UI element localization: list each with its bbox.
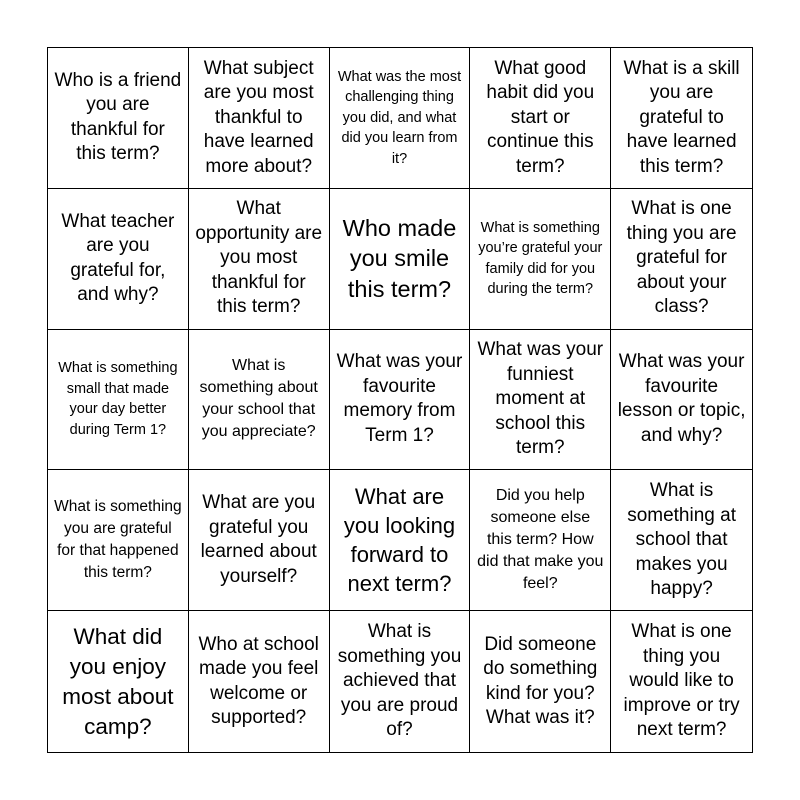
cell-text: What is something you are grateful for that happened this term?: [54, 498, 182, 582]
bingo-cell-1-4[interactable]: [470, 48, 611, 189]
bingo-cell-4-4[interactable]: [470, 470, 611, 611]
bingo-cell-5-3[interactable]: [330, 611, 471, 752]
cell-text: Did you help someone else this term? How did that make you feel?: [477, 487, 604, 593]
cell-text: What are you grateful you learned about yourself?: [200, 492, 317, 587]
bingo-cell-4-2[interactable]: [189, 470, 330, 611]
bingo-cell-3-2[interactable]: [189, 330, 330, 471]
cell-text: What teacher are you grateful for, and why?: [61, 210, 175, 306]
cell-text: What is one thing you would like to improve or try next term?: [623, 621, 740, 741]
bingo-cell-3-5[interactable]: [611, 330, 752, 471]
bingo-cell-4-1[interactable]: [48, 470, 189, 611]
bingo-cell-2-1[interactable]: [48, 189, 189, 330]
bingo-cell-1-1[interactable]: [48, 48, 189, 189]
cell-text: What is something about your school that you appreciate?: [199, 357, 318, 441]
cell-text: Did someone do something kind for you? What was it?: [483, 633, 598, 729]
bingo-cell-1-5[interactable]: [611, 48, 752, 189]
bingo-cell-3-4[interactable]: [470, 330, 611, 471]
cell-text: What was your favourite lesson or topic, and why?: [617, 351, 746, 446]
cell-text: What is something small that made your day better during Term 1?: [58, 360, 178, 438]
bingo-cell-3-3[interactable]: [330, 330, 471, 471]
cell-text: What is something at school that makes you happy?: [627, 480, 736, 600]
bingo-cell-5-5[interactable]: [611, 611, 752, 752]
cell-text: What good habit did you start or continue this term?: [486, 57, 595, 177]
cell-text: What subject are you most thankful to have learned more about?: [203, 57, 314, 177]
cell-text: What is something you achieved that you are proud of?: [337, 621, 462, 741]
bingo-cell-4-3[interactable]: [330, 470, 471, 611]
cell-text: What are you looking forward to next term?: [343, 484, 456, 597]
cell-text: What did you enjoy most about camp?: [62, 623, 174, 739]
cell-text: What was the most challenging thing you did, and what did you learn from it?: [337, 68, 462, 167]
bingo-cell-1-3[interactable]: [330, 48, 471, 189]
bingo-board: [47, 47, 753, 753]
cell-text: What was your funniest moment at school this term?: [477, 339, 604, 459]
cell-text: Who made you smile this term?: [342, 214, 457, 302]
bingo-cell-5-2[interactable]: [189, 611, 330, 752]
bingo-cell-3-1[interactable]: [48, 330, 189, 471]
cell-text: What opportunity are you most thankful for this term?: [195, 198, 323, 318]
cell-text: What is one thing you are grateful for about your class?: [626, 198, 737, 318]
bingo-cell-1-2[interactable]: [189, 48, 330, 189]
cell-text: What is a skill you are grateful to have learned this term?: [623, 57, 740, 177]
bingo-cell-2-3[interactable]: [330, 189, 471, 330]
cell-text: Who is a friend you are thankful for this term?: [54, 69, 182, 165]
cell-text: Who at school made you feel welcome or supported?: [198, 633, 319, 729]
bingo-cell-4-5[interactable]: [611, 470, 752, 611]
bingo-cell-2-2[interactable]: [189, 189, 330, 330]
bingo-cell-2-4[interactable]: [470, 189, 611, 330]
cell-text: What is something you’re grateful your family did for you during the term?: [478, 219, 603, 298]
cell-text: What was your favourite memory from Term 1?: [336, 351, 463, 446]
bingo-cell-2-5[interactable]: [611, 189, 752, 330]
bingo-cell-5-1[interactable]: [48, 611, 189, 752]
bingo-cell-5-4[interactable]: [470, 611, 611, 752]
